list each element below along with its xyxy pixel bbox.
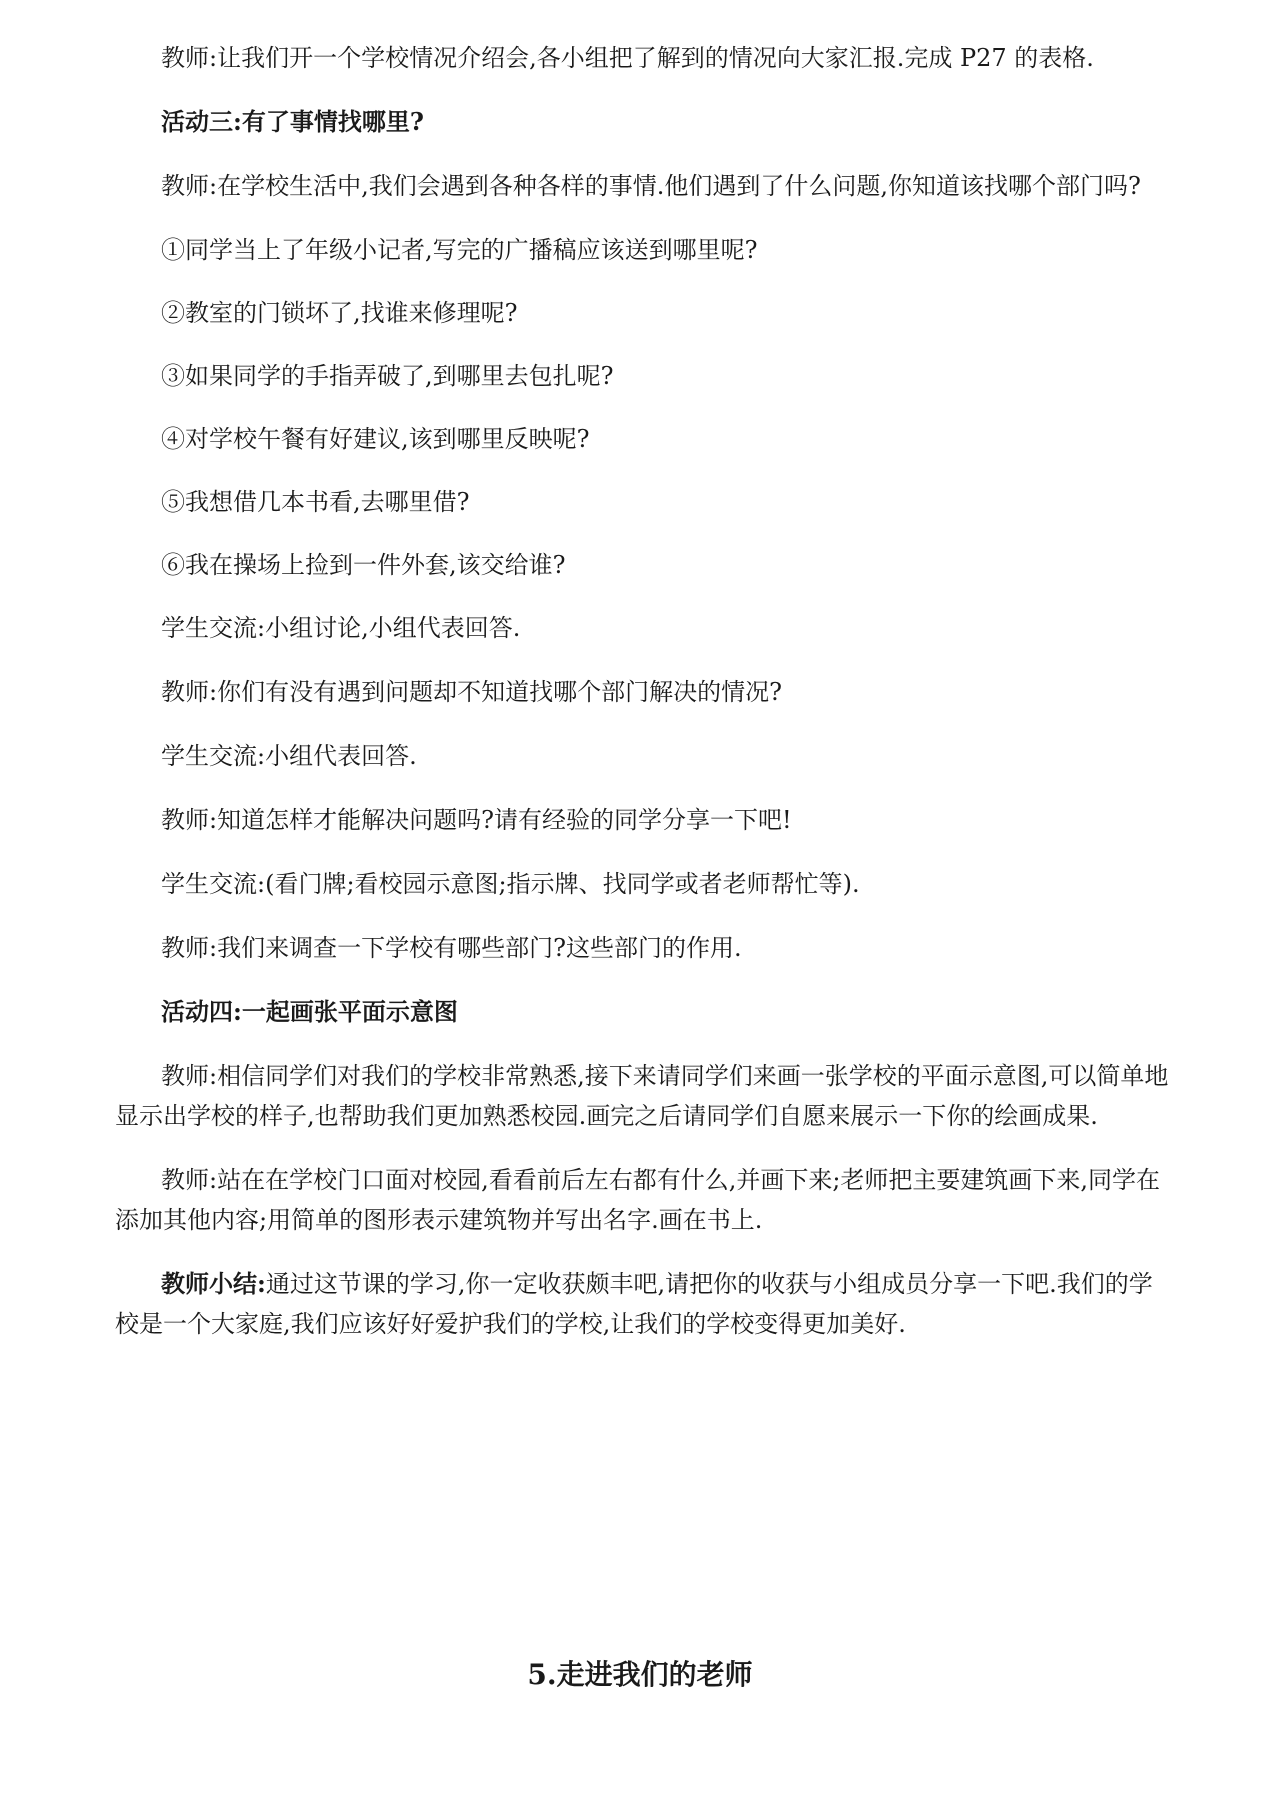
paragraph: 教师:相信同学们对我们的学校非常熟悉,接下来请同学们来画一张学校的平面示意图,可以简单地显示出学校的样子,也帮助我们更加熟悉校园.画完之后请同学们自愿来展示一下你的绘画成果. — [115, 1062, 1169, 1130]
activity-heading: 活动三:有了事情找哪里? — [161, 107, 424, 136]
paragraph: 学生交流:小组代表回答. — [161, 742, 417, 770]
paragraph: 学生交流:小组讨论,小组代表回答. — [161, 614, 521, 642]
summary-text: 通过这节课的学习,你一定收获颇丰吧,请把你的收获与小组成员分享一下吧.我们的学校是一个大家庭,我们应该好好爱护我们的学校,让我们的学校变得更加美好. — [115, 1270, 1153, 1338]
question-item: ⑤我想借几本书看,去哪里借? — [161, 488, 470, 516]
summary-paragraph — [115, 1264, 1175, 1344]
question-item: ①同学当上了年级小记者,写完的广播稿应该送到哪里呢? — [161, 236, 758, 264]
paragraph: 教师:你们有没有遇到问题却不知道找哪个部门解决的情况? — [161, 678, 782, 706]
paragraph: 教师:知道怎样才能解决问题吗?请有经验的同学分享一下吧! — [161, 806, 792, 834]
activity-heading: 活动四:一起画张平面示意图 — [161, 997, 458, 1026]
document-body — [115, 38, 1175, 1368]
question-item: ④对学校午餐有好建议,该到哪里反映呢? — [161, 425, 590, 453]
chapter-title: 5.走进我们的老师 — [527, 1658, 753, 1691]
summary-label: 教师小结: — [161, 1269, 266, 1298]
paragraph: 学生交流:(看门牌;看校园示意图;指示牌、找同学或者老师帮忙等). — [161, 870, 860, 898]
question-item: ②教室的门锁坏了,找谁来修理呢? — [161, 299, 518, 327]
paragraph: 教师:让我们开一个学校情况介绍会,各小组把了解到的情况向大家汇报.完成 P27 的表格. — [161, 44, 1094, 72]
question-item: ⑥我在操场上捡到一件外套,该交给谁? — [161, 551, 566, 579]
paragraph: 教师:我们来调查一下学校有哪些部门?这些部门的作用. — [161, 934, 742, 962]
question-item: ③如果同学的手指弄破了,到哪里去包扎呢? — [161, 362, 614, 390]
paragraph: 教师:在学校生活中,我们会遇到各种各样的事情.他们遇到了什么问题,你知道该找哪个部门吗? — [161, 172, 1141, 200]
paragraph: 教师:站在在学校门口面对校园,看看前后左右都有什么,并画下来;老师把主要建筑画下来,同学在添加其他内容;用简单的图形表示建筑物并写出名字.画在书上. — [115, 1166, 1161, 1234]
